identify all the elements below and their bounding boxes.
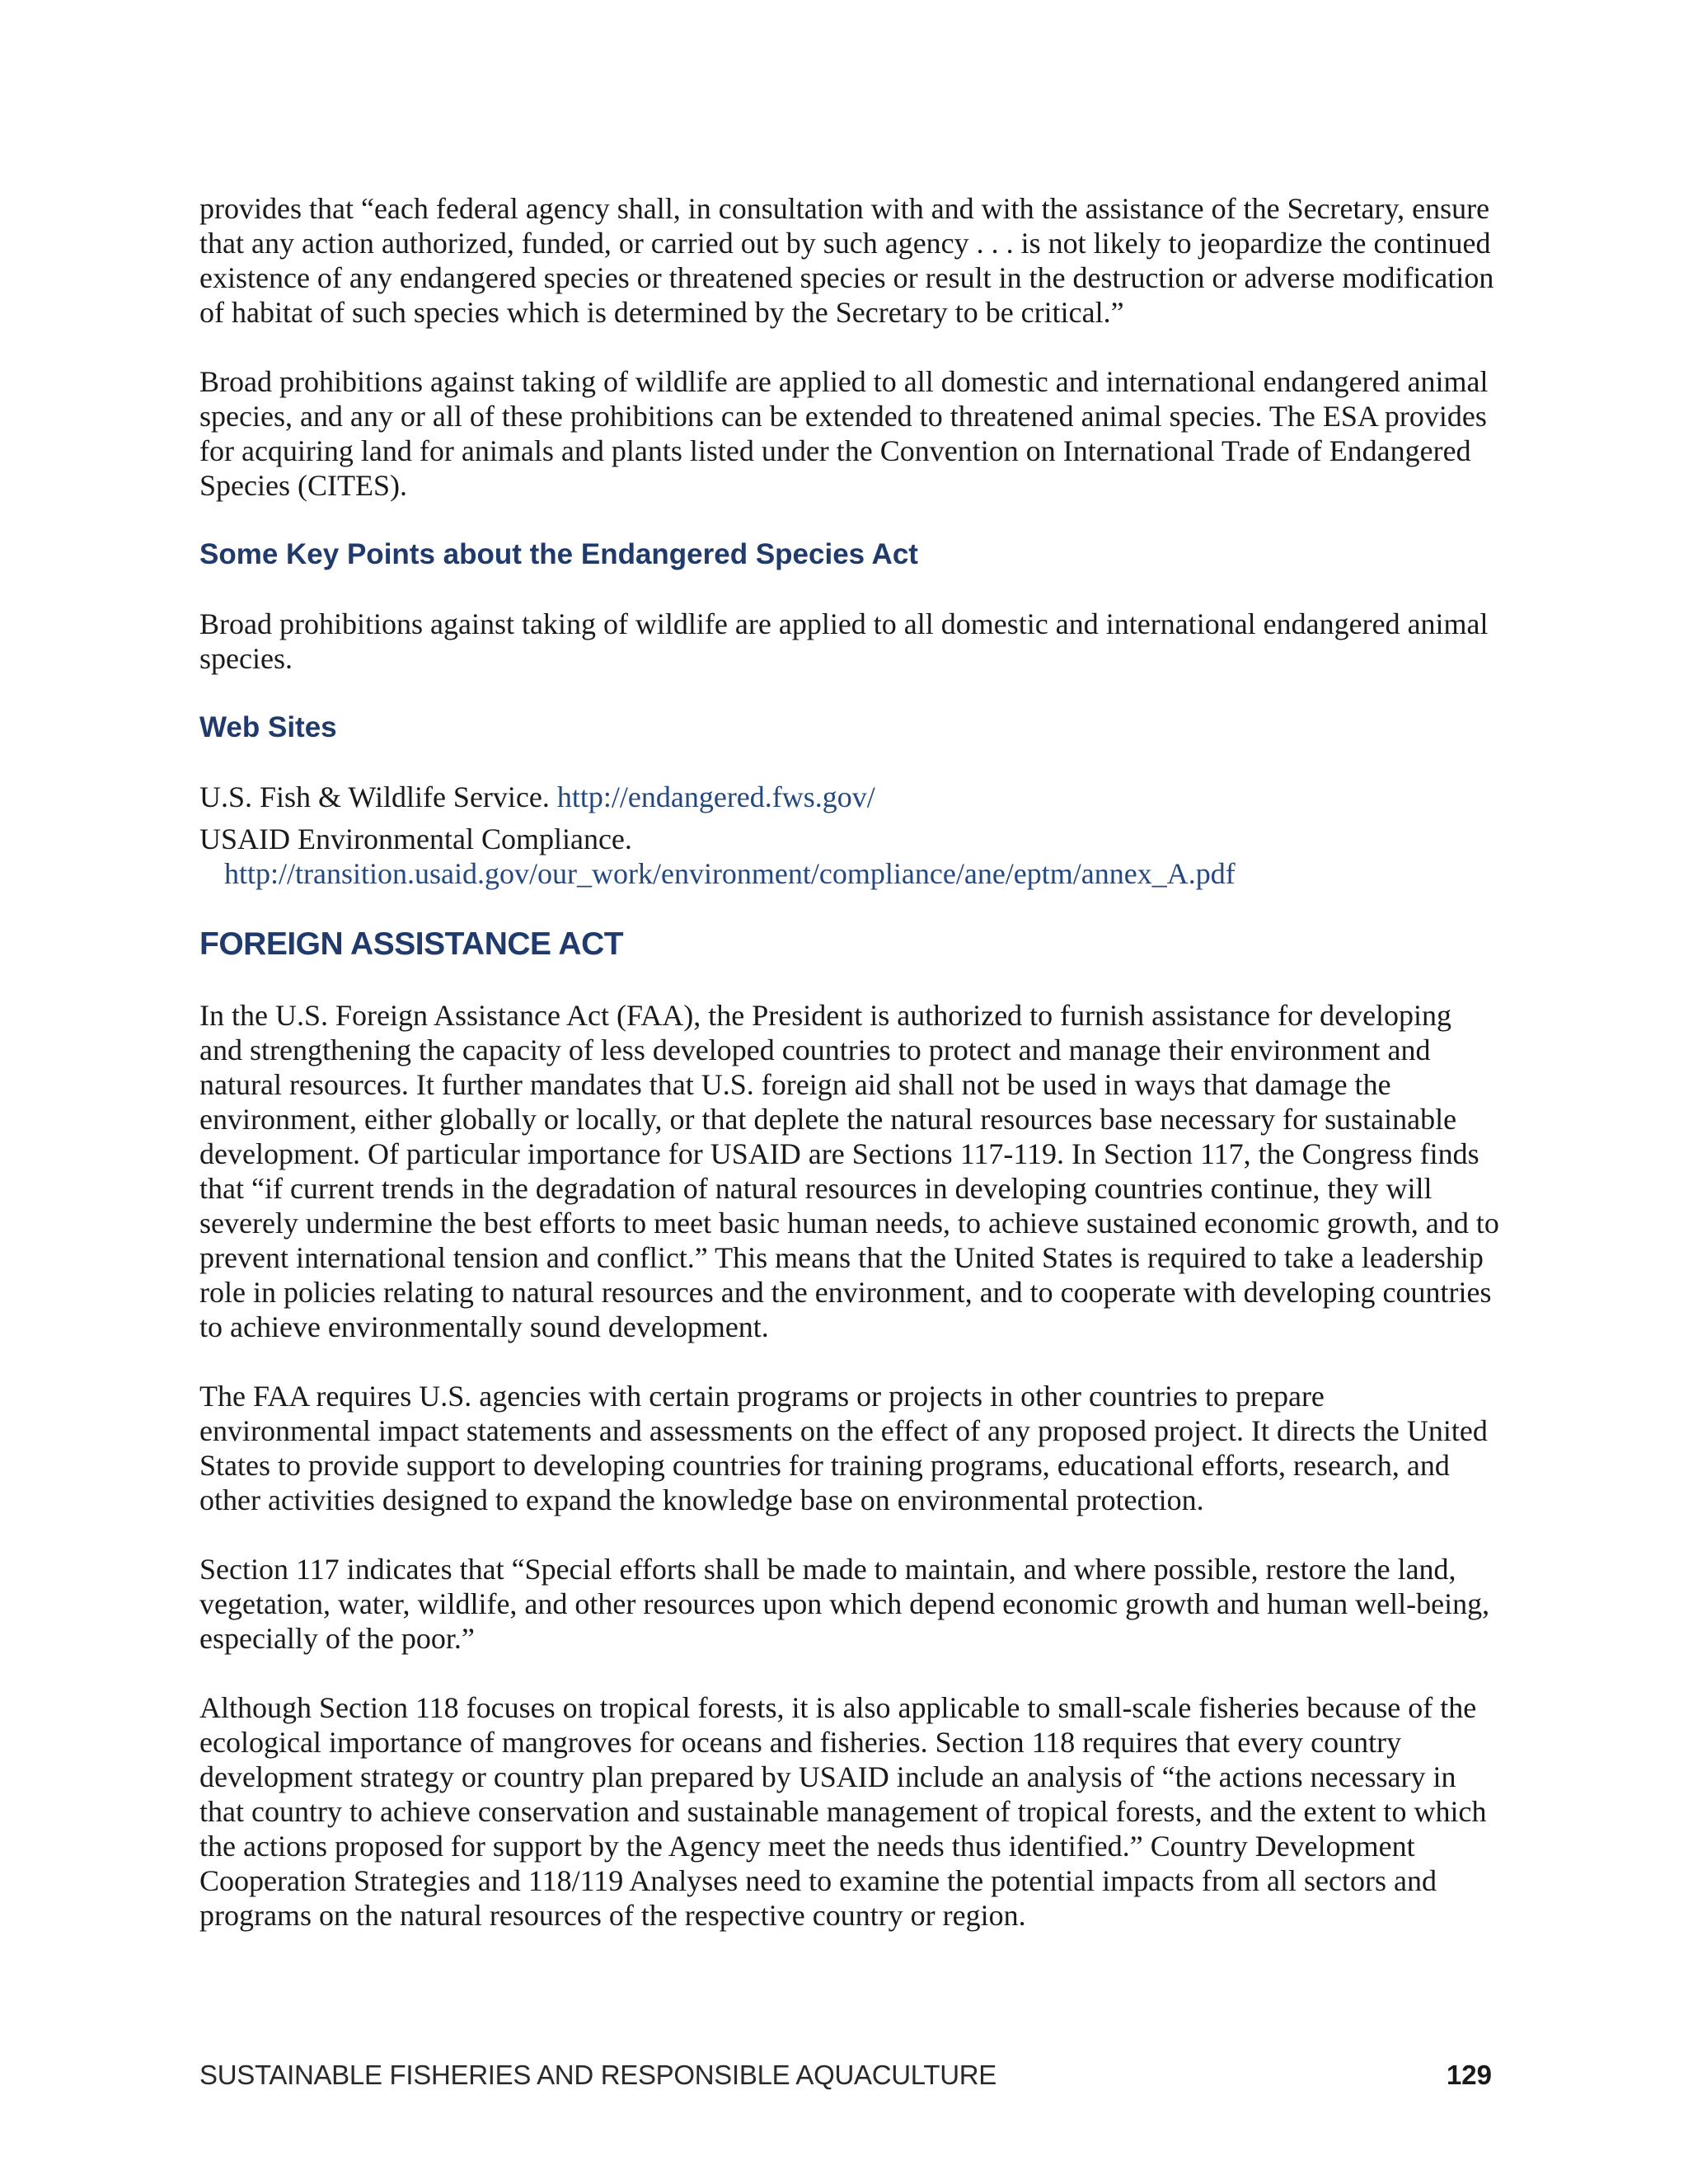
- key-points-heading: Some Key Points about the Endangered Species Act: [199, 538, 918, 570]
- page-number: 129: [1446, 2060, 1492, 2090]
- web-site-link[interactable]: http://endangered.fws.gov/: [556, 780, 875, 813]
- faa-paragraph-4: Although Section 118 focuses on tropical forests, it is also applicable to small-scale fisheries because of the ecological importance of mangroves for oceans and fisheries. Section 118 requires that every country development strategy or country plan prepared by USAID include an analysis of “the actions necessary in that country to achieve conservation and sustainable management of tropical forests, and the extent to which the actions proposed for support by the Agency meet the needs thus identified.” Country Development Cooperation Strategies and 118/119 Analyses need to examine the potential impacts from all sectors and programs on the natural resources of the respective country or region.: [199, 1691, 1487, 1932]
- web-sites-heading: Web Sites: [199, 711, 337, 743]
- web-sites-list: [199, 780, 1502, 891]
- web-site-label: U.S. Fish & Wildlife Service.: [199, 780, 550, 813]
- page-body: [199, 191, 1502, 1967]
- intro-paragraph-2: Broad prohibitions against taking of wildlife are applied to all domestic and international endangered animal species, and any or all of these prohibitions can be extended to threatened animal species. The ESA provides for acquiring land for animals and plants listed under the Convention on International Trade of Endangered Species (CITES).: [199, 365, 1489, 502]
- intro-paragraph-1: provides that “each federal agency shall, in consultation with and with the assistance of the Secretary, ensure that any action authorized, funded, or carried out by such agency . . . is not likely to jeopardize the continued existence of any endangered species or threatened species or result in the destruction or adverse modification of habitat of such species which is determined by the Secretary to be critical.”: [199, 192, 1494, 329]
- web-site-label: USAID Environmental Compliance.: [199, 823, 632, 855]
- footer-title: SUSTAINABLE FISHERIES AND RESPONSIBLE AQUACULTURE: [199, 2060, 997, 2090]
- section-title: FOREIGN ASSISTANCE ACT: [199, 926, 624, 962]
- key-points-text: Broad prohibitions against taking of wildlife are applied to all domestic and international endangered animal species.: [199, 607, 1489, 675]
- faa-paragraph-2: The FAA requires U.S. agencies with certain programs or projects in other countries to prepare environmental impact statements and assessments on the effect of any proposed project. It directs the United States to provide support to developing countries for training programs, educational efforts, research, and other activities designed to expand the knowledge base on environmental protection.: [199, 1380, 1488, 1516]
- web-site-item: [199, 822, 1502, 891]
- web-site-item: [199, 780, 1502, 814]
- faa-paragraph-1: In the U.S. Foreign Assistance Act (FAA), the President is authorized to furnish assistance for developing and strengthening the capacity of less developed countries to protect and manage their environment and natural resources. It further mandates that U.S. foreign aid shall not be used in ways that damage the environment, either globally or locally, or that deplete the natural resources base necessary for sustainable development. Of particular importance for USAID are Sections 117-119. In Section 117, the Congress finds that “if current trends in the degradation of natural resources in developing countries continue, they will severely undermine the best efforts to meet basic human needs, to achieve sustained economic growth, and to prevent international tension and conflict.” This means that the United States is required to take a leadership role in policies relating to natural resources and the environment, and to cooperate with developing countries to achieve environmentally sound development.: [199, 999, 1499, 1343]
- page-footer: [199, 2057, 1492, 2093]
- faa-paragraph-3: Section 117 indicates that “Special efforts shall be made to maintain, and where possible, restore the land, vegetation, water, wildlife, and other resources upon which depend economic growth and human well-being, especially of the poor.”: [199, 1553, 1490, 1655]
- web-site-link[interactable]: http://transition.usaid.gov/our_work/environment/compliance/ane/eptm/annex_A.pdf: [224, 857, 1236, 890]
